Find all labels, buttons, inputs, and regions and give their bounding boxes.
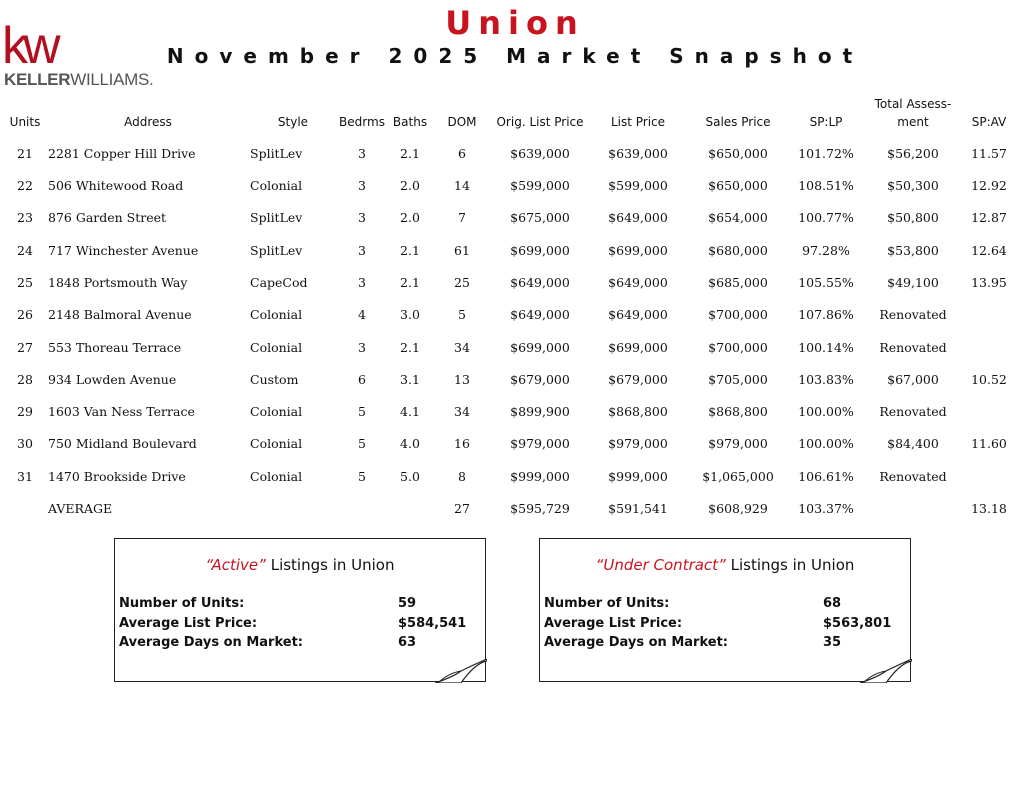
cell-total-assessment: $49,100 (887, 275, 939, 290)
page-curl-icon (435, 659, 487, 683)
cell-dom: 8 (458, 469, 466, 484)
cell-style: Colonial (250, 404, 303, 419)
active-listings-card (114, 538, 486, 682)
average-label: AVERAGE (48, 501, 113, 516)
cell-total-assessment: $67,000 (887, 372, 939, 387)
cell-bedrms: 6 (358, 372, 366, 387)
cell-list-price: $649,000 (608, 307, 668, 322)
active-avg-dom-label: Average Days on Market: (119, 635, 303, 650)
cell-style: SplitLev (250, 210, 303, 225)
cell-bedrms: 5 (358, 469, 366, 484)
cell-address: 934 Lowden Avenue (48, 372, 177, 387)
header-total-assessment (868, 95, 958, 131)
cell-total-assessment: Renovated (879, 307, 947, 322)
header-dom: DOM (447, 115, 477, 129)
header-total-assessment-line1: Total Assess- (874, 97, 952, 111)
cell-bedrms: 3 (358, 243, 366, 258)
cell-style: Custom (250, 372, 299, 387)
under-contract-avg-price-value: $563,801 (823, 616, 892, 631)
cell-bedrms: 3 (358, 146, 366, 161)
cell-orig-list-price: $649,000 (510, 307, 570, 322)
cell-bedrms: 5 (358, 436, 366, 451)
cell-sp-lp: 107.86% (798, 307, 854, 322)
average-list-price: $591,541 (608, 501, 668, 516)
cell-sp-av: 11.57 (971, 146, 1007, 161)
brand-name-bold: KELLER (4, 70, 71, 89)
cell-unit: 23 (17, 210, 33, 225)
cell-orig-list-price: $639,000 (510, 146, 570, 161)
cell-total-assessment: Renovated (879, 340, 947, 355)
cell-sp-lp: 100.77% (798, 210, 854, 225)
header-orig-list-price: Orig. List Price (496, 115, 584, 129)
cell-address: 2148 Balmoral Avenue (48, 307, 192, 322)
cell-sp-av: 10.52 (971, 372, 1007, 387)
cell-unit: 25 (17, 275, 33, 290)
header-bedrms: Bedrms (339, 115, 385, 129)
header-units: Units (9, 115, 41, 129)
cell-sales-price: $654,000 (708, 210, 768, 225)
cell-sp-lp: 100.00% (798, 436, 854, 451)
cell-dom: 34 (454, 340, 470, 355)
cell-orig-list-price: $699,000 (510, 340, 570, 355)
cell-baths: 2.1 (400, 275, 420, 290)
cell-orig-list-price: $899,900 (510, 404, 570, 419)
cell-baths: 3.1 (400, 372, 420, 387)
header-baths: Baths (392, 115, 428, 129)
cell-sp-lp: 108.51% (798, 178, 854, 193)
cell-bedrms: 3 (358, 178, 366, 193)
cell-style: CapeCod (250, 275, 308, 290)
cell-list-price: $649,000 (608, 275, 668, 290)
under-contract-units-label: Number of Units: (544, 596, 670, 611)
cell-orig-list-price: $979,000 (510, 436, 570, 451)
cell-bedrms: 4 (358, 307, 366, 322)
under-contract-avg-price-label: Average List Price: (544, 616, 683, 631)
kw-logo-mark: kw (2, 17, 56, 75)
cell-style: SplitLev (250, 243, 303, 258)
cell-total-assessment: $53,800 (887, 243, 939, 258)
cell-unit: 22 (17, 178, 33, 193)
cell-sales-price: $705,000 (708, 372, 768, 387)
header-sales-price: Sales Price (705, 115, 771, 129)
under-contract-heading-emphasis: “Under Contract” (595, 556, 726, 574)
cell-total-assessment: $50,800 (887, 210, 939, 225)
cell-sales-price: $685,000 (708, 275, 768, 290)
cell-orig-list-price: $699,000 (510, 243, 570, 258)
header-style: Style (277, 115, 309, 129)
cell-unit: 29 (17, 404, 33, 419)
cell-sp-lp: 105.55% (798, 275, 854, 290)
cell-orig-list-price: $679,000 (510, 372, 570, 387)
cell-style: Colonial (250, 340, 303, 355)
cell-style: Colonial (250, 436, 303, 451)
under-contract-units-value: 68 (823, 596, 842, 611)
cell-baths: 2.0 (400, 178, 420, 193)
cell-sales-price: $700,000 (708, 307, 768, 322)
cell-sp-lp: 100.14% (798, 340, 854, 355)
cell-list-price: $639,000 (608, 146, 668, 161)
cell-sp-lp: 101.72% (798, 146, 854, 161)
cell-bedrms: 3 (358, 340, 366, 355)
header-total-assessment-line2: ment (897, 115, 929, 129)
header-list-price: List Price (610, 115, 666, 129)
cell-address: 717 Winchester Avenue (48, 243, 199, 258)
page-curl-icon (860, 659, 912, 683)
cell-sales-price: $700,000 (708, 340, 768, 355)
active-units-label: Number of Units: (119, 596, 245, 611)
cell-orig-list-price: $649,000 (510, 275, 570, 290)
cell-sales-price: $868,800 (708, 404, 768, 419)
header-sp-lp: SP:LP (809, 115, 843, 129)
cell-total-assessment: $84,400 (887, 436, 939, 451)
cell-dom: 25 (454, 275, 470, 290)
cell-bedrms: 3 (358, 210, 366, 225)
cell-dom: 34 (454, 404, 470, 419)
cell-baths: 2.1 (400, 243, 420, 258)
under-contract-avg-dom-value: 35 (823, 635, 842, 650)
under-contract-heading (540, 556, 910, 574)
average-orig-list-price: $595,729 (510, 501, 570, 516)
header-address: Address (124, 115, 172, 129)
cell-list-price: $868,800 (608, 404, 668, 419)
cell-address: 506 Whitewood Road (48, 178, 184, 193)
cell-sales-price: $1,065,000 (702, 469, 774, 484)
cell-orig-list-price: $999,000 (510, 469, 570, 484)
cell-total-assessment: $56,200 (887, 146, 939, 161)
cell-list-price: $599,000 (608, 178, 668, 193)
cell-style: Colonial (250, 307, 303, 322)
cell-total-assessment: $50,300 (887, 178, 939, 193)
cell-dom: 5 (458, 307, 466, 322)
cell-unit: 21 (17, 146, 33, 161)
active-listings-heading-text: Listings in Union (265, 556, 395, 574)
cell-list-price: $699,000 (608, 243, 668, 258)
cell-sp-lp: 103.83% (798, 372, 854, 387)
average-sp-lp: 103.37% (798, 501, 854, 516)
cell-bedrms: 3 (358, 275, 366, 290)
cell-dom: 61 (454, 243, 470, 258)
header-sp-av: SP:AV (971, 115, 1007, 129)
cell-list-price: $999,000 (608, 469, 668, 484)
cell-sp-av: 12.92 (971, 178, 1007, 193)
brand-name-light: WILLIAMS. (70, 70, 154, 89)
cell-sales-price: $979,000 (708, 436, 768, 451)
cell-address: 2281 Copper Hill Drive (48, 146, 196, 161)
cell-baths: 4.0 (400, 436, 420, 451)
cell-sp-av: 11.60 (971, 436, 1007, 451)
cell-baths: 3.0 (400, 307, 420, 322)
cell-dom: 6 (458, 146, 466, 161)
cell-list-price: $679,000 (608, 372, 668, 387)
cell-sales-price: $650,000 (708, 146, 768, 161)
active-units-value: 59 (398, 596, 417, 611)
cell-baths: 2.1 (400, 146, 420, 161)
cell-baths: 4.1 (400, 404, 420, 419)
cell-unit: 26 (17, 307, 33, 322)
cell-orig-list-price: $599,000 (510, 178, 570, 193)
cell-unit: 27 (17, 340, 33, 355)
active-avg-dom-value: 63 (398, 635, 417, 650)
active-listings-heading-emphasis: “Active” (205, 556, 266, 574)
cell-dom: 16 (454, 436, 470, 451)
cell-address: 750 Midland Boulevard (48, 436, 197, 451)
under-contract-avg-dom-label: Average Days on Market: (544, 635, 728, 650)
cell-sp-lp: 106.61% (798, 469, 854, 484)
cell-address: 876 Garden Street (48, 210, 167, 225)
cell-sp-lp: 100.00% (798, 404, 854, 419)
cell-list-price: $649,000 (608, 210, 668, 225)
cell-address: 1470 Brookside Drive (48, 469, 186, 484)
average-sales-price: $608,929 (708, 501, 768, 516)
cell-sp-av: 12.87 (971, 210, 1007, 225)
active-avg-price-value: $584,541 (398, 616, 467, 631)
cell-total-assessment: Renovated (879, 404, 947, 419)
cell-sp-av: 12.64 (971, 243, 1007, 258)
cell-baths: 2.0 (400, 210, 420, 225)
cell-baths: 2.1 (400, 340, 420, 355)
page-subtitle: November 2025 Market Snapshot (166, 44, 864, 68)
cell-unit: 24 (17, 243, 33, 258)
cell-dom: 7 (458, 210, 466, 225)
cell-sp-av: 13.95 (971, 275, 1007, 290)
active-avg-price-label: Average List Price: (119, 616, 258, 631)
cell-unit: 31 (17, 469, 33, 484)
average-sp-av: 13.18 (971, 501, 1007, 516)
cell-sales-price: $680,000 (708, 243, 768, 258)
cell-list-price: $979,000 (608, 436, 668, 451)
cell-style: Colonial (250, 469, 303, 484)
active-listings-heading (115, 556, 485, 574)
cell-unit: 30 (17, 436, 33, 451)
cell-sp-lp: 97.28% (802, 243, 850, 258)
under-contract-heading-text: Listings in Union (725, 556, 855, 574)
cell-address: 553 Thoreau Terrace (48, 340, 182, 355)
cell-dom: 13 (454, 372, 470, 387)
cell-style: SplitLev (250, 146, 303, 161)
cell-baths: 5.0 (400, 469, 420, 484)
cell-address: 1603 Van Ness Terrace (48, 404, 195, 419)
page-title: Union (445, 4, 585, 42)
cell-bedrms: 5 (358, 404, 366, 419)
cell-style: Colonial (250, 178, 303, 193)
cell-orig-list-price: $675,000 (510, 210, 570, 225)
cell-total-assessment: Renovated (879, 469, 947, 484)
cell-sales-price: $650,000 (708, 178, 768, 193)
cell-dom: 14 (454, 178, 470, 193)
average-dom: 27 (454, 501, 470, 516)
cell-unit: 28 (17, 372, 33, 387)
cell-address: 1848 Portsmouth Way (48, 275, 188, 290)
cell-list-price: $699,000 (608, 340, 668, 355)
under-contract-listings-card (539, 538, 911, 682)
